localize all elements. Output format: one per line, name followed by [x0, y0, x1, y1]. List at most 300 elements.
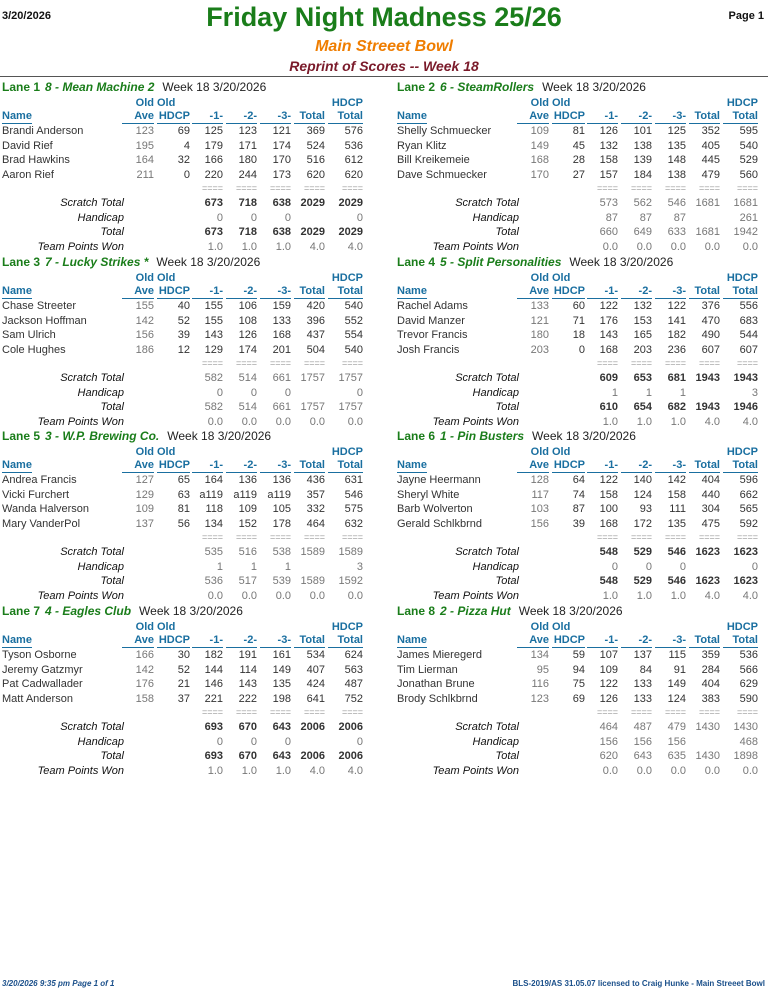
label-points: Team Points Won: [432, 240, 519, 253]
points-g3: 0.0: [670, 764, 686, 777]
scratch-g1: 673: [204, 197, 223, 209]
handicap-g1: 156: [599, 735, 618, 748]
player-hdcp-total: 590: [739, 692, 758, 705]
player-hdcp: 28: [572, 154, 585, 166]
points-hdcp-total: 0.0: [347, 589, 363, 602]
player-g2: 133: [633, 692, 652, 705]
player-total: 332: [306, 503, 325, 515]
player-g3: 148: [667, 154, 686, 166]
col-g3: -3-: [655, 285, 686, 299]
player-g1: 168: [599, 517, 618, 530]
player-hdcp: 12: [177, 343, 190, 356]
player-g2: 84: [639, 663, 652, 676]
points-g3: 0.0: [275, 589, 291, 602]
lane-block: [397, 429, 768, 603]
separator: ====: [269, 707, 291, 717]
handicap-g1: 0: [216, 386, 223, 399]
separator: ====: [235, 532, 257, 542]
player-g2: 152: [238, 517, 257, 530]
player-g2: 114: [239, 663, 257, 676]
total-g1: 536: [204, 575, 223, 587]
col-g1: -1-: [587, 285, 618, 299]
col-g2: -2-: [226, 110, 257, 124]
points-hdcp-total: 0.0: [742, 240, 758, 253]
player-name: Jeremy Gatzmyr: [2, 663, 83, 676]
handicap-hdcp-total: 3: [751, 386, 758, 399]
lane-block: [2, 604, 385, 778]
label-points: Team Points Won: [37, 240, 124, 253]
player-ave: 180: [530, 329, 549, 341]
points-g1: 0.0: [207, 415, 223, 428]
week-date: Week 18 3/20/2026: [518, 604, 623, 618]
col-hdcp: HDCP: [158, 285, 190, 297]
total-total: 1430: [695, 750, 720, 762]
label-handicap: Handicap: [77, 735, 124, 748]
col-ave: Ave: [517, 110, 549, 124]
scratch-g3: 638: [272, 197, 291, 209]
handicap-g1: 1: [216, 560, 223, 573]
col-g3: -3-: [655, 110, 686, 124]
player-g1: a119: [199, 488, 223, 501]
col-hdcp-top: HDCP: [331, 97, 363, 109]
player-hdcp-total: 536: [344, 139, 363, 152]
label-handicap: Handicap: [472, 386, 519, 399]
player-g1: 107: [599, 649, 618, 661]
label-scratch: Scratch Total: [60, 546, 124, 558]
lane-number: Lane 8: [397, 604, 436, 618]
player-hdcp: 0: [183, 168, 190, 181]
col-g2: -2-: [621, 459, 652, 473]
separator: ====: [201, 707, 223, 717]
scratch-hdcp-total: 1589: [338, 546, 363, 558]
separator: ====: [664, 707, 686, 717]
player-total: 534: [306, 649, 325, 661]
label-scratch: Scratch Total: [455, 721, 519, 733]
team-name: 4 - Eagles Club: [45, 604, 132, 618]
lane-block: [2, 255, 385, 429]
scratch-g2: 718: [238, 197, 257, 209]
player-ave: 211: [136, 168, 154, 181]
points-g1: 0.0: [602, 240, 618, 253]
player-total: 490: [701, 329, 720, 341]
separator: ====: [235, 707, 257, 717]
player-hdcp-total: 683: [739, 314, 758, 327]
handicap-g3: 156: [667, 735, 686, 748]
player-hdcp-total: 529: [739, 154, 758, 166]
team-name: 2 - Pizza Hut: [440, 604, 511, 618]
player-g1: 182: [204, 649, 223, 661]
player-g3: a119: [267, 488, 291, 501]
player-name: Wanda Halverson: [2, 503, 90, 515]
player-g1: 179: [204, 139, 223, 152]
player-hdcp: 71: [572, 314, 585, 327]
player-g3: 198: [272, 692, 291, 705]
player-ave: 137: [135, 517, 154, 530]
scratch-g2: 514: [238, 372, 257, 384]
player-hdcp-total: 592: [739, 517, 758, 530]
label-total: Total: [100, 401, 124, 413]
player-total: 405: [701, 139, 720, 152]
scratch-hdcp-total: 1623: [733, 546, 758, 558]
player-hdcp: 21: [177, 678, 190, 690]
label-total: Total: [100, 226, 124, 238]
player-g2: 174: [238, 343, 257, 356]
lane-header: [2, 255, 385, 270]
col-g3: -3-: [655, 459, 686, 473]
total-g2: 670: [238, 750, 257, 762]
separator: ====: [596, 707, 618, 717]
col-hdcp-total: Total: [723, 459, 758, 473]
player-hdcp: 27: [572, 168, 585, 181]
col-total: Total: [294, 459, 325, 473]
separator: ====: [341, 707, 363, 717]
scratch-total: 1943: [695, 372, 720, 384]
separator: ====: [596, 532, 618, 542]
label-handicap: Handicap: [472, 560, 519, 573]
player-name: David Rief: [2, 139, 53, 152]
team-name: 7 - Lucky Strikes *: [45, 255, 149, 269]
separator: ====: [201, 358, 223, 368]
player-g1: 143: [599, 329, 618, 341]
player-name: Tim Lierman: [397, 663, 458, 676]
col-hdcp-top: HDCP: [726, 272, 758, 284]
col-old-ave: Old: [135, 621, 154, 633]
label-total: Total: [100, 575, 124, 587]
total-g2: 649: [633, 226, 652, 238]
total-total: 1589: [300, 575, 325, 587]
bowl-name: Main Streeet Bowl: [315, 38, 453, 55]
points-g2: 0.0: [241, 415, 257, 428]
col-g2: -2-: [226, 634, 257, 648]
col-hdcp-top: HDCP: [331, 272, 363, 284]
label-total: Total: [495, 575, 519, 587]
footer-timestamp: 3/20/2026 9:35 pm Page 1 of 1: [2, 979, 115, 988]
col-old-hdcp: Old: [157, 446, 176, 458]
week-date: Week 18 3/20/2026: [167, 429, 272, 443]
player-name: Sam Ulrich: [2, 329, 56, 341]
points-hdcp-total: 4.0: [742, 415, 758, 428]
points-g3: 1.0: [275, 240, 291, 253]
col-g2: -2-: [226, 459, 257, 473]
total-g2: 514: [238, 401, 257, 413]
lane-block: [2, 429, 385, 603]
player-g1: 158: [599, 154, 618, 166]
player-name: Trevor Francis: [397, 329, 468, 341]
player-g3: 173: [272, 168, 291, 181]
player-name: Jackson Hoffman: [2, 314, 87, 327]
col-name: Name: [2, 285, 32, 297]
player-g3: 138: [667, 168, 686, 181]
col-g2: -2-: [621, 110, 652, 124]
lane-number: Lane 2: [397, 80, 436, 94]
player-g2: 124: [633, 488, 652, 501]
separator: ====: [269, 358, 291, 368]
col-g1: -1-: [192, 110, 223, 124]
col-g1: -1-: [587, 459, 618, 473]
col-hdcp: HDCP: [158, 634, 190, 646]
total-hdcp-total: 1898: [733, 750, 758, 762]
points-g2: 0.0: [636, 240, 652, 253]
scratch-hdcp-total: 1943: [733, 372, 758, 384]
scratch-hdcp-total: 1681: [733, 197, 758, 209]
player-ave: 133: [530, 300, 549, 312]
scratch-g1: 573: [599, 197, 618, 209]
total-total: 1757: [300, 401, 325, 413]
total-g3: 682: [667, 401, 686, 413]
player-hdcp: 4: [183, 139, 190, 152]
label-handicap: Handicap: [77, 560, 124, 573]
player-hdcp-total: 554: [344, 329, 363, 341]
player-ave: 127: [135, 474, 154, 486]
player-g2: 191: [238, 649, 257, 661]
player-ave: 170: [530, 168, 549, 181]
points-hdcp-total: 4.0: [742, 589, 758, 602]
player-total: 440: [701, 488, 720, 501]
player-hdcp-total: 540: [344, 343, 363, 356]
player-hdcp-total: 566: [739, 663, 758, 676]
scratch-g3: 643: [272, 721, 291, 733]
col-hdcp: HDCP: [158, 459, 190, 471]
player-g1: 126: [599, 692, 618, 705]
handicap-hdcp-total: 468: [739, 735, 758, 748]
lane-header: [2, 429, 385, 444]
label-points: Team Points Won: [37, 415, 124, 428]
label-total: Total: [495, 226, 519, 238]
separator: ====: [303, 532, 325, 542]
player-total: 470: [701, 314, 720, 327]
player-ave: 156: [135, 329, 154, 341]
player-g1: 122: [599, 678, 618, 690]
player-total: 420: [306, 300, 325, 312]
col-old-ave: Old: [530, 446, 549, 458]
player-ave: 155: [135, 300, 154, 312]
separator: ====: [303, 358, 325, 368]
player-g2: 101: [633, 125, 652, 137]
col-g3: -3-: [260, 634, 291, 648]
scratch-g3: 546: [667, 197, 686, 209]
handicap-g1: 0: [216, 211, 223, 224]
player-hdcp-total: 612: [344, 154, 363, 166]
scratch-g3: 661: [272, 372, 291, 384]
player-total: 445: [701, 154, 720, 166]
player-total: 437: [306, 329, 325, 341]
label-handicap: Handicap: [77, 211, 124, 224]
player-g1: 125: [204, 125, 223, 137]
player-g3: 161: [272, 649, 291, 661]
separator: ====: [341, 358, 363, 368]
total-hdcp-total: 1946: [733, 401, 758, 413]
player-ave: 168: [530, 154, 549, 166]
player-hdcp: 52: [177, 663, 190, 676]
handicap-g1: 87: [605, 211, 618, 224]
lane-number: Lane 6: [397, 429, 436, 443]
col-g1: -1-: [192, 634, 223, 648]
player-g2: 108: [238, 314, 257, 327]
player-name: Tyson Osborne: [2, 649, 77, 661]
team-name: 6 - SteamRollers: [440, 80, 535, 94]
player-ave: 123: [135, 125, 154, 137]
label-scratch: Scratch Total: [60, 197, 124, 209]
handicap-hdcp-total: 0: [356, 211, 363, 224]
player-g2: 106: [238, 300, 257, 312]
separator: ====: [664, 358, 686, 368]
points-g3: 1.0: [670, 415, 686, 428]
player-name: Jonathan Brune: [397, 678, 475, 690]
handicap-g1: 0: [216, 735, 223, 748]
player-ave: 116: [531, 678, 549, 690]
player-g3: 182: [667, 329, 686, 341]
total-hdcp-total: 1757: [338, 401, 363, 413]
player-g2: 139: [633, 154, 652, 166]
player-hdcp-total: 631: [344, 474, 363, 486]
player-ave: 123: [530, 692, 549, 705]
player-total: 404: [701, 678, 720, 690]
player-total: 524: [306, 139, 325, 152]
player-name: Matt Anderson: [2, 692, 73, 705]
lane-number: Lane 7: [2, 604, 41, 618]
player-g2: 137: [633, 649, 652, 661]
scratch-total: 1623: [695, 546, 720, 558]
handicap-g3: 1: [284, 560, 291, 573]
col-hdcp-total: Total: [723, 634, 758, 648]
player-g3: 122: [667, 300, 686, 312]
player-ave: 128: [530, 474, 549, 486]
player-g1: 122: [599, 300, 618, 312]
col-hdcp: HDCP: [553, 110, 585, 122]
total-g3: 635: [667, 750, 686, 762]
team-name: 1 - Pin Busters: [440, 429, 525, 443]
points-hdcp-total: 0.0: [742, 764, 758, 777]
player-g2: 132: [633, 300, 652, 312]
col-hdcp-top: HDCP: [726, 446, 758, 458]
lane-block: [397, 80, 768, 254]
separator: ====: [736, 707, 758, 717]
player-total: 464: [306, 517, 325, 530]
label-handicap: Handicap: [472, 735, 519, 748]
scratch-total: 2029: [300, 197, 325, 209]
col-ave: Ave: [517, 285, 549, 299]
player-hdcp-total: 595: [739, 125, 758, 137]
scratch-g1: 464: [599, 721, 618, 733]
col-total: Total: [689, 459, 720, 473]
separator: ====: [630, 532, 652, 542]
player-ave: 176: [135, 678, 154, 690]
total-hdcp-total: 2029: [338, 226, 363, 238]
col-hdcp-total: Total: [723, 110, 758, 124]
player-hdcp: 64: [572, 474, 585, 486]
scratch-g1: 609: [599, 372, 618, 384]
player-name: Josh Francis: [397, 343, 460, 356]
label-total: Total: [495, 750, 519, 762]
col-ave: Ave: [122, 285, 154, 299]
player-g2: a119: [233, 488, 257, 501]
scratch-g3: 479: [667, 721, 686, 733]
points-g1: 0.0: [602, 764, 618, 777]
player-ave: 156: [530, 517, 549, 530]
player-hdcp-total: 565: [739, 503, 758, 515]
separator: ====: [269, 532, 291, 542]
player-hdcp-total: 487: [344, 678, 363, 690]
label-scratch: Scratch Total: [455, 372, 519, 384]
player-ave: 95: [536, 663, 549, 676]
player-g3: 136: [272, 474, 291, 486]
player-total: 304: [701, 503, 720, 515]
week-date: Week 18 3/20/2026: [139, 604, 243, 618]
player-hdcp: 81: [572, 125, 585, 137]
player-g1: 168: [599, 343, 618, 356]
col-old-hdcp: Old: [552, 97, 571, 109]
header-rule: [0, 76, 768, 77]
player-g2: 184: [633, 168, 652, 181]
player-total: 436: [306, 474, 325, 486]
player-g1: 164: [204, 474, 223, 486]
separator: ====: [235, 183, 257, 193]
player-g3: 201: [272, 343, 291, 356]
col-hdcp: HDCP: [553, 285, 585, 297]
player-g1: 132: [599, 139, 618, 152]
player-g3: 135: [667, 517, 686, 530]
total-g3: 638: [272, 226, 291, 238]
player-hdcp: 69: [177, 125, 190, 137]
player-g3: 159: [272, 300, 291, 312]
handicap-hdcp-total: 261: [739, 211, 758, 224]
player-g2: 126: [238, 329, 257, 341]
handicap-g1: 0: [611, 560, 618, 573]
handicap-hdcp-total: 0: [356, 386, 363, 399]
label-points: Team Points Won: [432, 415, 519, 428]
player-g3: 91: [673, 663, 686, 676]
player-ave: 164: [135, 154, 154, 166]
separator: ====: [341, 532, 363, 542]
lane-header: [397, 429, 768, 444]
player-total: 424: [306, 678, 325, 690]
col-name: Name: [397, 110, 427, 122]
player-name: Sheryl White: [397, 488, 460, 501]
label-handicap: Handicap: [472, 211, 519, 224]
col-g3: -3-: [655, 634, 686, 648]
player-name: Chase Streeter: [2, 300, 76, 312]
player-hdcp-total: 596: [739, 474, 758, 486]
player-g1: 134: [204, 517, 223, 530]
handicap-g3: 0: [284, 735, 291, 748]
player-g3: 158: [667, 488, 686, 501]
player-g3: 111: [669, 503, 686, 515]
week-date: Week 18 3/20/2026: [156, 255, 261, 269]
page-number: Page 1: [728, 10, 764, 22]
player-g3: 141: [667, 314, 686, 327]
points-total: 4.0: [309, 240, 325, 253]
col-total: Total: [294, 110, 325, 124]
separator: ====: [698, 358, 720, 368]
week-date: Week 18 3/20/2026: [569, 255, 674, 269]
scratch-total: 1681: [695, 197, 720, 209]
player-g2: 109: [238, 503, 257, 515]
col-name: Name: [2, 459, 32, 471]
player-hdcp: 87: [572, 503, 585, 515]
scratch-total: 1430: [695, 721, 720, 733]
col-name: Name: [2, 634, 32, 646]
team-name: 8 - Mean Machine 2: [45, 80, 155, 94]
handicap-g2: 156: [633, 735, 652, 748]
player-hdcp: 69: [572, 692, 585, 705]
player-name: Pat Cadwallader: [2, 678, 83, 690]
col-total: Total: [294, 634, 325, 648]
total-hdcp-total: 1942: [733, 226, 758, 238]
player-hdcp-total: 576: [344, 125, 363, 137]
player-hdcp: 52: [177, 314, 190, 327]
player-g1: 109: [599, 663, 618, 676]
player-g1: 155: [204, 300, 223, 312]
